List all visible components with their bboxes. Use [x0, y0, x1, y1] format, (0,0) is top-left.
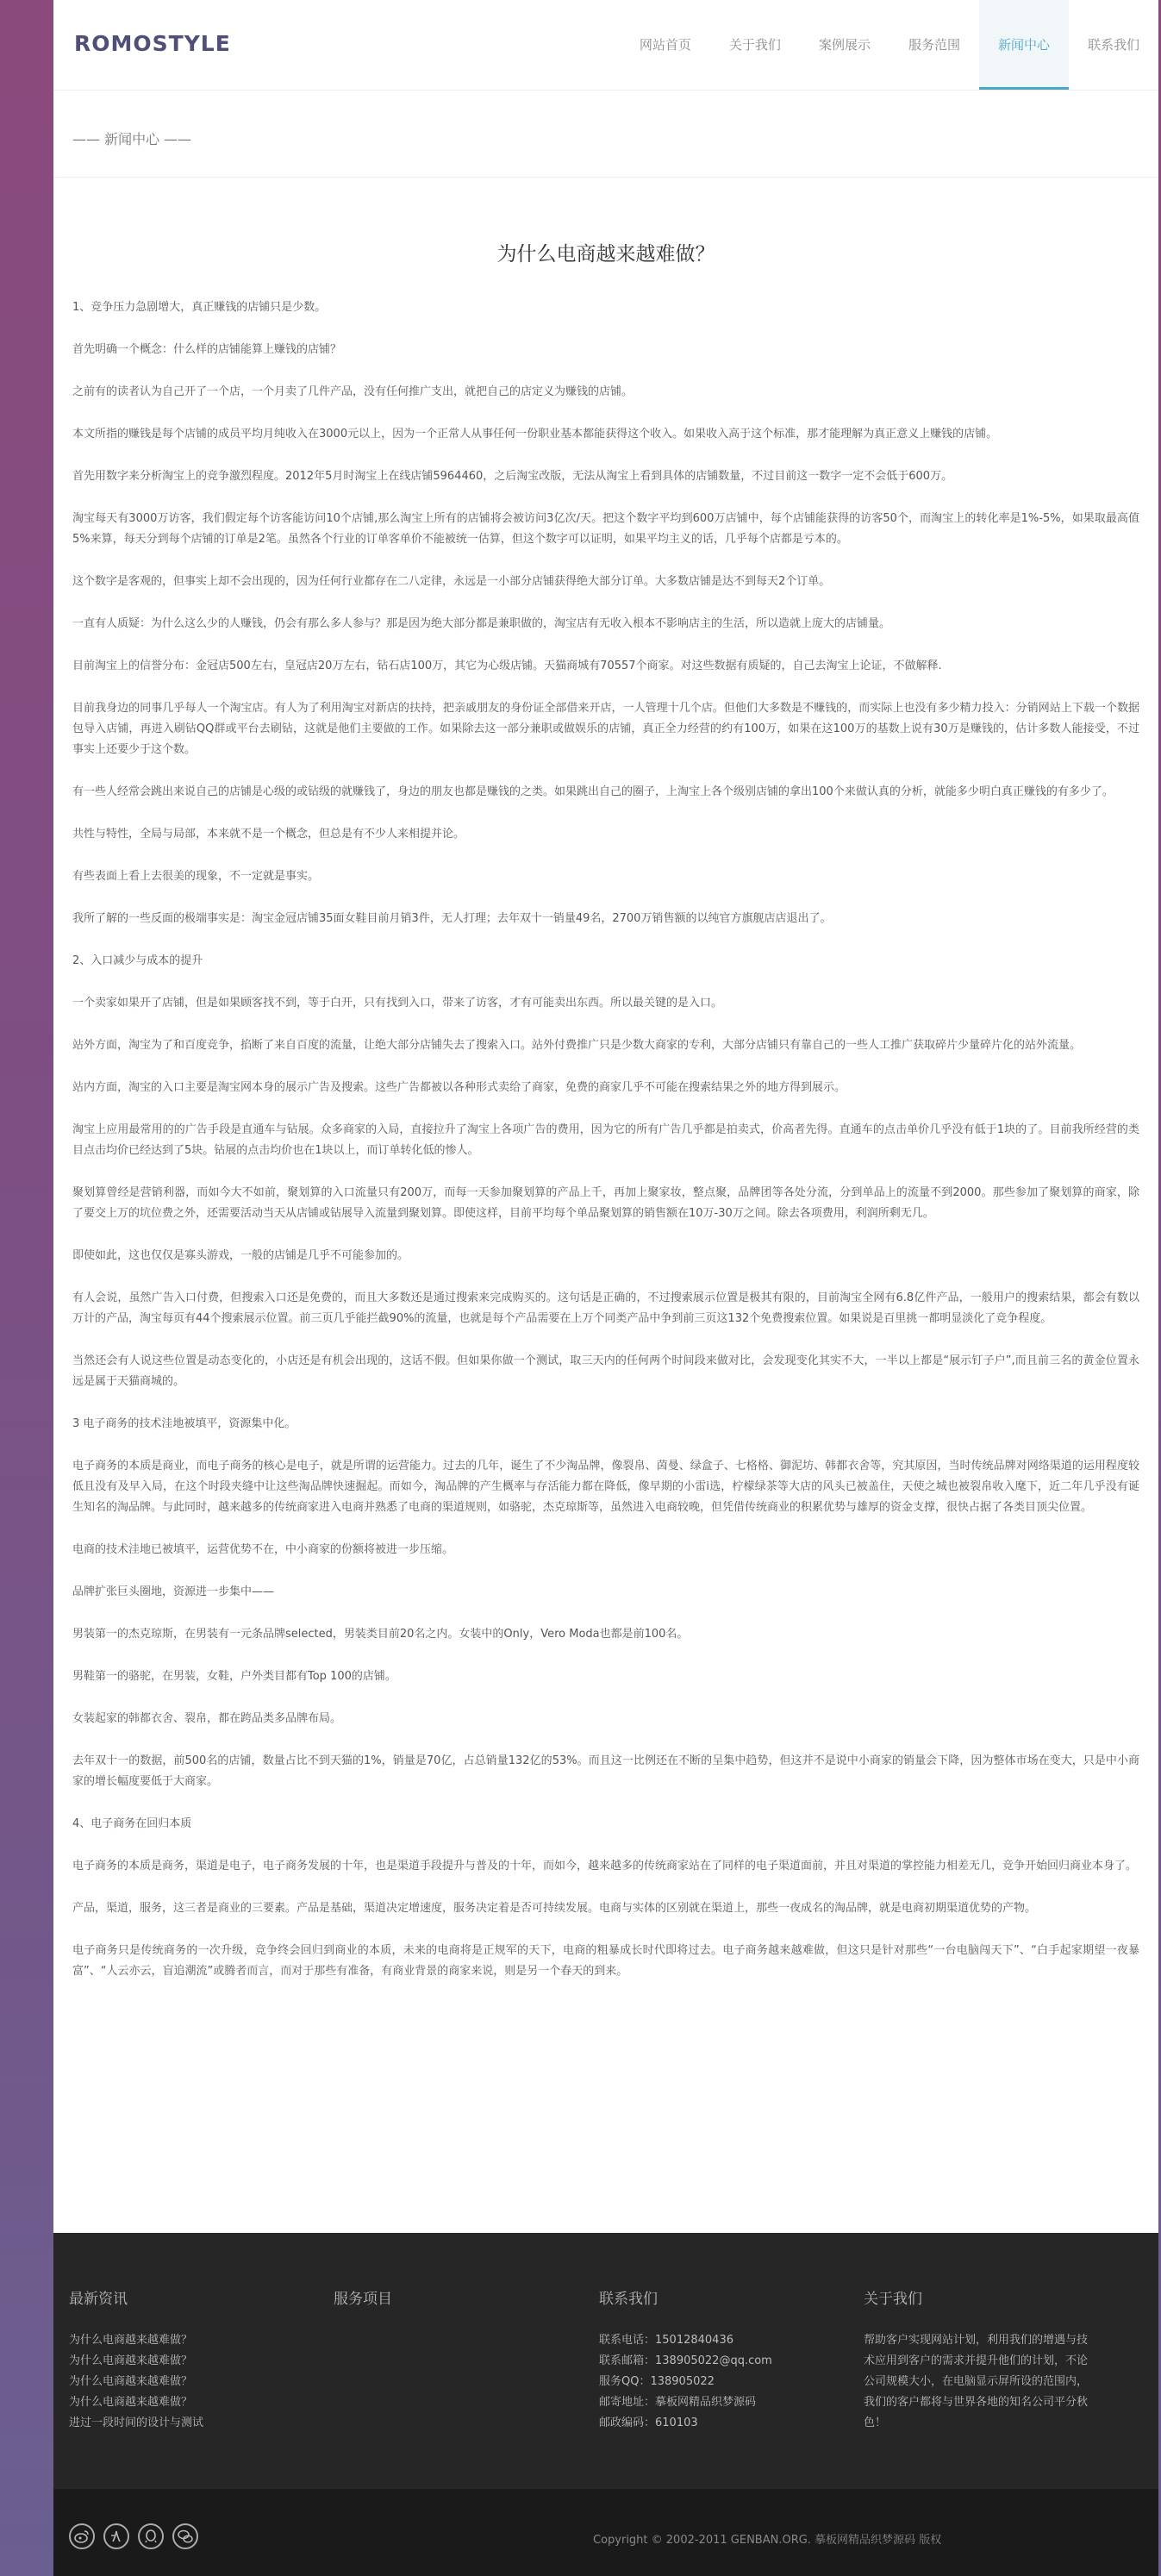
article-paragraph: 共性与特性，全局与局部，本来就不是一个概念，但总是有不少人来相提并论。 [72, 828, 465, 841]
footer-about-title: 关于我们 [864, 2291, 922, 2308]
footer-news [69, 2286, 302, 2434]
contact-phone: 联系电话：15012840436 [599, 2334, 733, 2347]
footer-services-title: 服务项目 [334, 2291, 392, 2308]
article-paragraph: 一直有人质疑：为什么这么少的人赚钱，仍会有那么多人参与？那是因为绝大部分都是兼职做的，淘宝店有无收入根本不影响店主的生活，所以造就上庞大的店铺量。 [72, 617, 891, 630]
article-paragraph: 1、竞争压力急剧增大，真正赚钱的店铺只是少数。 [72, 301, 327, 314]
article-paragraph: 目前淘宝上的信誉分布：金冠店500左右，皇冠店20万左右，钻石店100万，其它为心级店铺。天猫商城有70557个商家。对这些数据有质疑的，自己去淘宝上论证，不做解释. [72, 660, 942, 672]
qq-icon[interactable] [138, 2523, 164, 2549]
footer-contact-title: 联系我们 [599, 2291, 658, 2308]
footer-about [864, 2286, 1092, 2434]
article-paragraph: 淘宝上应用最常用的的广告手段是直通车与钻展。众多商家的入局，直接拉升了淘宝上各项广告的费用，因为它的所有广告几乎都是拍卖式，价高者先得。直通车的点击单价几乎没有低于1块的了。目前我所经营的类目点击均价已经达到了5块。钻展的点击均价也在1块以上，而订单转化低的惨人。 [72, 1123, 1139, 1157]
article-paragraph: 一个卖家如果开了店铺，但是如果顾客找不到，等于白开，只有找到入口，带来了访客，才有可能卖出东西。所以最关键的是入口。 [72, 997, 723, 1010]
footer-contact [599, 2286, 832, 2434]
social-links [69, 2523, 198, 2549]
article-paragraph: 淘宝每天有3000万访客，我们假定每个访客能访问10个店铺,那么淘宝上所有的店铺将会被访问3亿次/天。把这个数字平均到600万店铺中，每个店铺能获得的访客50个，而淘宝上的转化率是1%-5%，如果取最高值5%来算，每天分到每个店铺的订单是2笔。虽然各个行业的订单客单价不能被统一估算，但这个数字可以证明，如果平均主义的话，几乎每个店都是亏本的。 [72, 512, 1139, 546]
article-paragraph: 男鞋第一的骆驼，在男装，女鞋，户外类目都有Top 100的店铺。 [72, 1670, 396, 1683]
article-paragraph: 去年双十一的数据，前500名的店铺，数量占比不到天猫的1%，销量是70亿，占总销量132亿的53%。而且这一比例还在不断的呈集中趋势，但这并不是说中小商家的销量会下降，因为整体市场在变大，只是中小商家的增长幅度要低于大商家。 [72, 1754, 1139, 1788]
article-title: 为什么电商越来越难做？ [496, 243, 715, 266]
main-nav [621, 0, 1158, 90]
article-paragraph: 站内方面，淘宝的入口主要是淘宝网本身的展示广告及搜索。这些广告都被以各种形式卖给了商家，免费的商家几乎不可能在搜索结果之外的地方得到展示。 [72, 1081, 846, 1094]
contact-qq: 服务QQ：138905022 [599, 2375, 715, 2388]
contact-email: 联系邮箱：138905022@qq.com [599, 2354, 772, 2367]
article-paragraph: 有一些人经常会跳出来说自己的店铺是心级的或钻级的就赚钱了，身边的朋友也都是赚钱的之类。如果跳出自己的圈子，上淘宝上各个级别店铺的拿出100个来做认真的分析，就能多少明白真正赚钱的有多少了。 [72, 785, 1114, 798]
section-title: —— 新闻中心 —— [72, 131, 192, 147]
footer-news-title: 最新资讯 [69, 2291, 128, 2308]
footer-news-link[interactable]: 进过一段时间的设计与测试 [69, 2417, 204, 2429]
footer-news-link[interactable]: 为什么电商越来越难做？ [69, 2334, 193, 2347]
article-paragraph: 产品，渠道，服务，这三者是商业的三要素。产品是基础，渠道决定增速度，服务决定着是否可持续发展。电商与实体的区别就在渠道上，那些一夜成名的淘品牌，就是电商初期渠道优势的产物。 [72, 1902, 1037, 1915]
site-footer [53, 2233, 1158, 2489]
article-paragraph: 即使如此，这也仅仅是寡头游戏，一般的店铺是几乎不可能参加的。 [72, 1249, 409, 1262]
weibo-icon[interactable] [69, 2523, 95, 2549]
nav-item-about[interactable]: 关于我们 [728, 37, 781, 53]
article-paragraph: 聚划算曾经是营销利器，而如今大不如前，聚划算的入口流量只有200万，而每一天参加聚划算的产品上千，再加上聚家妆，整点聚，品牌团等各处分流，分到单品上的流量不到2000。那些参加了聚划算的商家，除了要交上万的坑位费之外，还需要活动当天从店铺或钻展导入流量到聚划算。即使这样，目前平均每个单品聚划算的销售额在10万-30万之间。除去各项费用，利润所剩无几。 [72, 1186, 1139, 1220]
article-paragraph: 3 电子商务的技术洼地被填平，资源集中化。 [72, 1417, 296, 1430]
article-paragraph: 之前有的读者认为自己开了一个店，一个月卖了几件产品，没有任何推广支出，就把自己的店定义为赚钱的店铺。 [72, 385, 634, 398]
nav-item-contact[interactable]: 联系我们 [1087, 37, 1139, 53]
article-paragraph: 有些表面上看上去很美的现象，不一定就是事实。 [72, 870, 320, 883]
wechat-icon[interactable] [172, 2523, 198, 2549]
nav-item-news[interactable]: 新闻中心 [979, 0, 1069, 90]
site-header [53, 0, 1158, 91]
article-paragraph: 当然还会有人说这些位置是动态变化的，小店还是有机会出现的，这话不假。但如果你做一个测试，取三天内的任何两个时间段来做对比，会发现变化其实不大，一半以上都是“展示钉子户”,而且前三名的黄金位置永远是属于天猫商城的。 [72, 1354, 1139, 1388]
footer-news-link[interactable]: 为什么电商越来越难做？ [69, 2375, 193, 2388]
article-paragraph: 我所了解的一些反面的极端事实是：淘宝金冠店铺35面女鞋目前月销3件，无人打理；去年双十一销量49名，2700万销售额的以纯官方旗舰店店退出了。 [72, 912, 832, 925]
article-paragraph: 目前我身边的同事几乎每人一个淘宝店。有人为了利用淘宝对新店的扶持，把亲戚朋友的身份证全部借来开店，一人管理十几个店。但他们大多数是不赚钱的，而实际上也没有多少精力投入：分销网站上下载一个数据包导入店铺，再进入刷钻QQ群或平台去刷钻，这就是他们主要做的工作。如果除去这一部分兼职或做娱乐的店铺，真正全力经营的约有100万，如果在这100万的基数上说有30万是赚钱的，估计多数人能接受，不过事实上还要少于这个数。 [72, 702, 1139, 756]
article-paragraph: 2、入口减少与成本的提升 [72, 954, 203, 967]
footer-bottom-bar [53, 2489, 1158, 2576]
page [53, 0, 1158, 2576]
footer-news-link[interactable]: 为什么电商越来越难做？ [69, 2396, 193, 2409]
article-paragraph: 有人会说，虽然广告入口付费，但搜索入口还是免费的，而且大多数还是通过搜索来完成购买的。这句话是正确的，不过搜索展示位置是极其有限的，目前淘宝全网有6.8亿件产品，一般用户的搜索结果，都会有数以万计的产品，淘宝每页有44个搜索展示位置。前三页几乎能拦截90%的流量，也就是每个产品需要在上万个同类产品中争到前三页这132个免费搜索位置。如果说是百里挑一都明显淡化了竞争程度。 [72, 1291, 1139, 1325]
section-header [53, 91, 1158, 178]
footer-services [334, 2286, 566, 2330]
article-paragraph: 女装起家的韩都衣舍、裂帛，都在跨品类多品牌布局。 [72, 1712, 342, 1725]
article-body [72, 297, 1139, 1982]
contact-address: 邮寄地址：摹板网精品织梦源码 [599, 2396, 757, 2409]
copyright-text: Copyright © 2002-2011 GENBAN.ORG. 摹板网精品织梦源码 版权 [593, 2534, 942, 2547]
article [53, 178, 1158, 1982]
contact-postcode: 邮政编码：610103 [599, 2417, 698, 2429]
article-paragraph: 站外方面，淘宝为了和百度竞争，掐断了来自百度的流量，让绝大部分店铺失去了搜索入口。站外付费推广只是少数大商家的专利，大部分店铺只有靠自己的一些人工推广获取碎片少量碎片化的站外流量。 [72, 1039, 1082, 1052]
nav-item-services[interactable]: 服务范围 [908, 37, 960, 53]
nav-item-cases[interactable]: 案例展示 [818, 37, 871, 53]
article-paragraph: 本文所指的赚钱是每个店铺的成员平均月纯收入在3000元以上，因为一个正常人从事任何一份职业基本都能获得这个收入。如果收入高于这个标准，那才能理解为真正意义上赚钱的店铺。 [72, 428, 998, 441]
article-paragraph: 男装第一的杰克琼斯，在男装有一元条品牌selected，男装类目前20名之内。女装中的Only，Vero Moda也都是前100名。 [72, 1628, 689, 1641]
footer-about-text: 帮助客户实现网站计划，利用我们的增遇与技术应用到客户的需求并提升他们的计划，不论公司规模大小，在电脑显示屏所设的范围内，我们的客户都将与世界各地的知名公司平分秋色！ [864, 2334, 1089, 2429]
nav-item-home[interactable]: 网站首页 [639, 37, 691, 53]
renren-icon[interactable] [103, 2523, 129, 2549]
article-paragraph: 4、电子商务在回归本质 [72, 1817, 192, 1830]
article-paragraph: 电子商务只是传统商务的一次升级，竞争终会回归到商业的本质，未来的电商将是正规军的天下，电商的粗暴成长时代即将过去。电子商务越来越难做，但这只是针对那些“一台电脑闯天下”、“白手起家期望一夜暴富”、“人云亦云，盲追潮流”或腾者而言，而对于那些有准备，有商业背景的商家来说，则是另一个春天的到来。 [72, 1944, 1139, 1978]
footer-news-link[interactable]: 为什么电商越来越难做？ [69, 2354, 193, 2367]
article-paragraph: 这个数字是客观的，但事实上却不会出现的，因为任何行业都存在二八定律，永远是一小部分店铺获得绝大部分订单。大多数店铺是达不到每天2个订单。 [72, 575, 831, 588]
article-paragraph: 电子商务的本质是商务，渠道是电子，电子商务发展的十年，也是渠道手段提升与普及的十年，而如今，越来越多的传统商家站在了同样的电子渠道面前，并且对渠道的掌控能力相差无几，竞争开始回归商业本身了。 [72, 1860, 1138, 1873]
article-paragraph: 电子商务的本质是商业，而电子商务的核心是电子，就是所谓的运营能力。过去的几年，诞生了不少淘品牌，像裂帛、茵曼、绿盒子、七格格、御泥坊、韩都衣舍等，究其原因，当时传统品牌对网络渠道的运用程度较低且没有及早入局，在这个时段夹缝中让这些淘品牌快速掘起。而如今，淘品牌的产生概率与存活能力都在降低，像早期的小雷i选，柠檬绿茶等大店的风头已被盖住，天使之城也被裂帛收入麾下，近二年几乎没有诞生知名的淘品牌。与此同时，越来越多的传统商家进入电商并熟悉了电商的渠道规则，如骆驼，杰克琼斯等，虽然进入电商较晚，但凭借传统商业的积累优势与雄厚的资金支撑，很快占据了各类目顶尖位置。 [72, 1460, 1139, 1514]
site-logo[interactable]: ROMOSTYLE [74, 31, 231, 56]
article-paragraph: 品牌扩张巨头圈地，资源进一步集中—— [72, 1585, 275, 1598]
article-paragraph: 电商的技术洼地已被填平，运营优势不在，中小商家的份额将被进一步压缩。 [72, 1543, 454, 1556]
article-paragraph: 首先用数字来分析淘宝上的竞争激烈程度。2012年5月时淘宝上在线店铺5964460，之后淘宝改版，无法从淘宝上看到具体的店铺数量，不过目前这一数字一定不会低于600万。 [72, 470, 953, 483]
article-paragraph: 首先明确一个概念：什么样的店铺能算上赚钱的店铺？ [72, 343, 342, 356]
